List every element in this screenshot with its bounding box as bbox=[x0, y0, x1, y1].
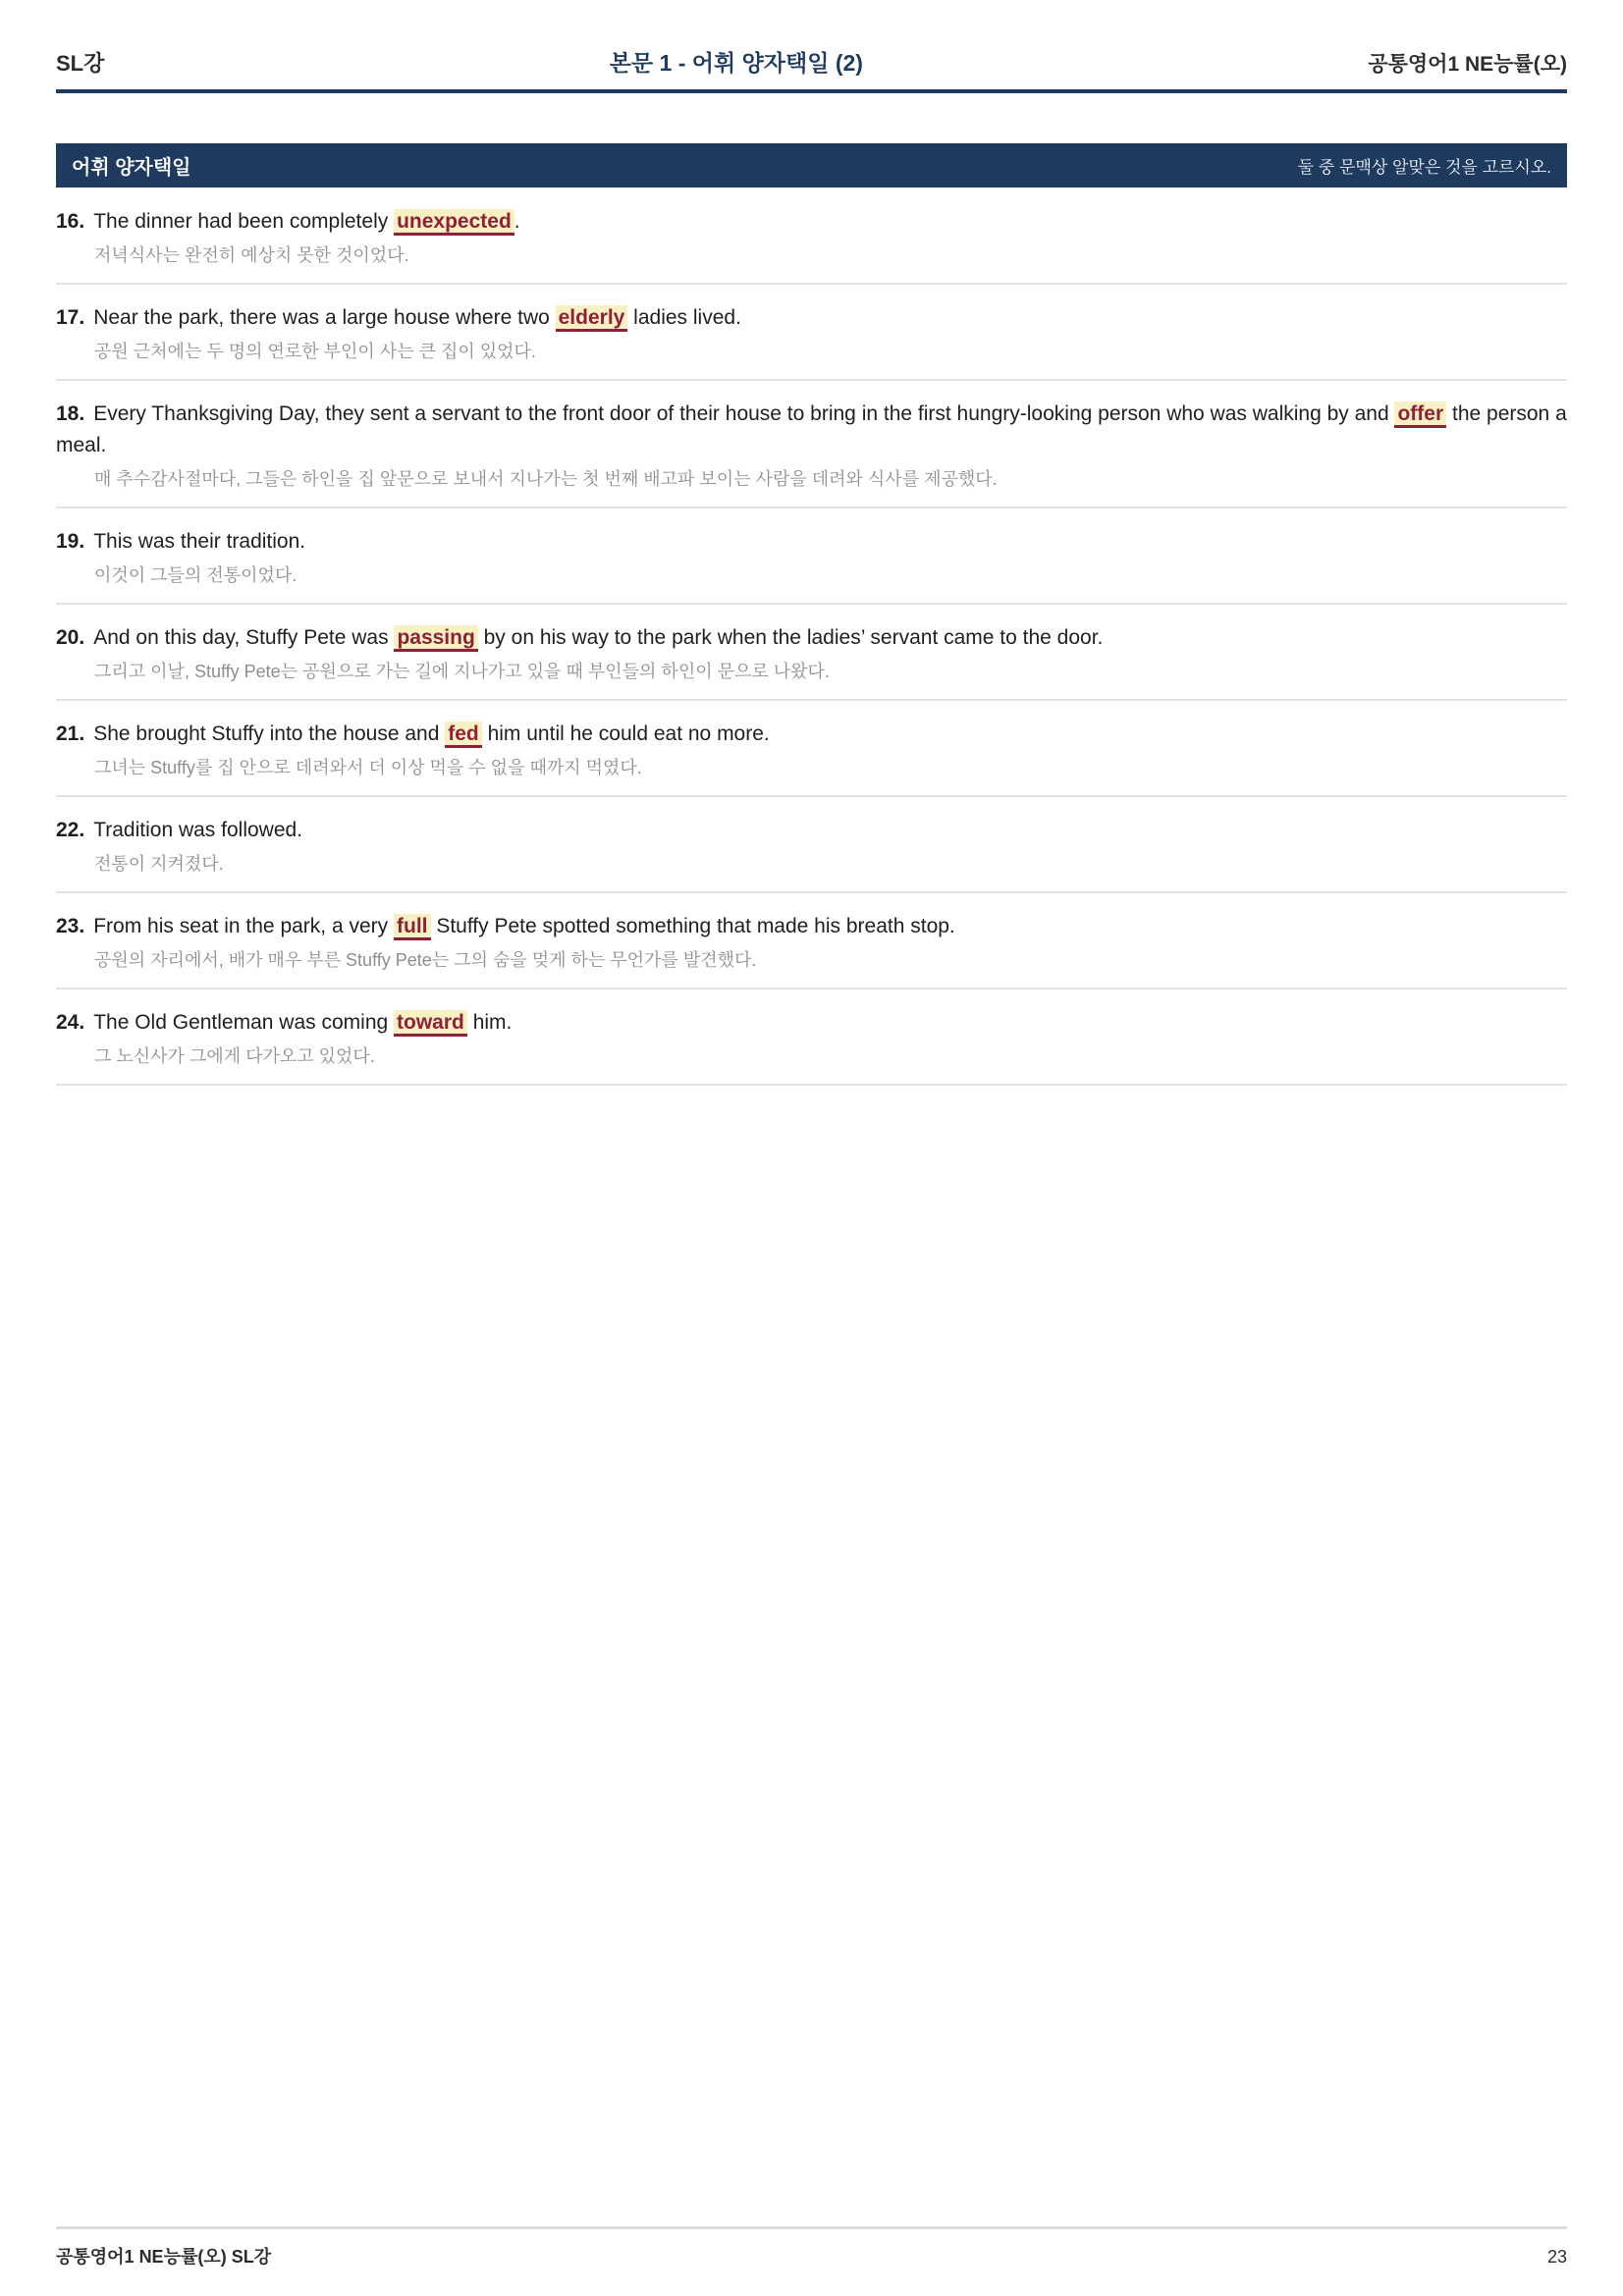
question-sentence bbox=[93, 625, 1103, 652]
question-item bbox=[56, 302, 1567, 381]
footer-book-label: 공통영어1 NE능률(오) SL강 bbox=[56, 2247, 272, 2267]
item-divider bbox=[56, 988, 1567, 989]
header-book-label: 공통영어1 NE능률(오) bbox=[1368, 53, 1567, 76]
question-english bbox=[56, 719, 1567, 750]
question-korean-translation: 그리고 이날, Stuffy Pete는 공원으로 가는 길에 지나가고 있을 때 부인들의 하인이 문으로 나왔다. bbox=[94, 662, 830, 681]
page-title: 본문 1 - 어휘 양자택일 (2) bbox=[609, 50, 863, 76]
item-divider bbox=[56, 795, 1567, 797]
question-item bbox=[56, 911, 1567, 989]
question-sentence bbox=[93, 819, 302, 841]
question-item bbox=[56, 206, 1567, 285]
question-sentence bbox=[93, 1010, 512, 1037]
question-korean-translation: 그녀는 Stuffy를 집 안으로 데려와서 더 이상 먹을 수 없을 때까지 먹였다. bbox=[94, 758, 642, 777]
question-sentence bbox=[93, 914, 955, 940]
sentence-text: Tradition was followed. bbox=[93, 819, 303, 841]
question-number: 21. bbox=[56, 722, 85, 745]
sentence-text: And on this day, Stuffy Pete was bbox=[93, 626, 395, 649]
question-item bbox=[56, 1007, 1567, 1086]
sentence-text: him. bbox=[466, 1011, 513, 1034]
question-korean-translation: 전통이 지켜졌다. bbox=[94, 854, 224, 874]
question-number: 24. bbox=[56, 1011, 85, 1034]
question-english bbox=[56, 399, 1567, 461]
question-english bbox=[56, 1007, 1567, 1039]
sentence-text: From his seat in the park, a very bbox=[93, 915, 394, 937]
sentence-text: Near the park, there was a large house where two bbox=[93, 306, 556, 329]
question-number: 17. bbox=[56, 306, 85, 329]
highlighted-word: offer bbox=[1394, 401, 1446, 428]
sentence-text: The Old Gentleman was coming bbox=[93, 1011, 395, 1034]
question-number: 19. bbox=[56, 530, 85, 553]
question-item bbox=[56, 622, 1567, 701]
highlighted-word: passing bbox=[394, 625, 477, 652]
sentence-text: . bbox=[514, 210, 520, 233]
question-sentence bbox=[56, 401, 1567, 456]
section-instruction: 둘 중 문맥상 알맞은 것을 고르시오. bbox=[1297, 158, 1551, 177]
footer-divider bbox=[56, 2226, 1567, 2229]
item-divider bbox=[56, 699, 1567, 701]
footer-page-number: 23 bbox=[1546, 2247, 1567, 2267]
sentence-text: ladies lived. bbox=[627, 306, 741, 329]
highlighted-word: full bbox=[394, 914, 431, 940]
sentence-text: the person a meal. bbox=[56, 402, 1567, 456]
highlighted-word: fed bbox=[445, 721, 482, 748]
header-course-label: SL강 bbox=[56, 51, 105, 76]
question-number: 16. bbox=[56, 210, 85, 233]
item-divider bbox=[56, 891, 1567, 893]
question-korean-translation: 공원의 자리에서, 배가 매우 부른 Stuffy Pete는 그의 숨을 멎게 하는 무언가를 발견했다. bbox=[94, 950, 757, 970]
section-title: 어휘 양자택일 bbox=[72, 157, 191, 179]
question-korean-translation: 그 노신사가 그에게 다가오고 있었다. bbox=[94, 1046, 375, 1066]
item-divider bbox=[56, 379, 1567, 381]
sentence-text: She brought Stuffy into the house and bbox=[93, 722, 446, 745]
question-number: 22. bbox=[56, 819, 85, 841]
question-korean-translation: 이것이 그들의 전통이었다. bbox=[94, 565, 298, 585]
question-sentence bbox=[93, 721, 770, 748]
highlighted-word: toward bbox=[394, 1010, 467, 1037]
sentence-text: This was their tradition. bbox=[93, 530, 306, 553]
question-item bbox=[56, 526, 1567, 605]
sentence-text: Every Thanksgiving Day, they sent a servant to the front door of their house to bring in the first hungry-looking person who was walking by and bbox=[93, 402, 1395, 425]
sentence-text: by on his way to the park when the ladies’ servant came to the door. bbox=[477, 626, 1104, 649]
question-korean-translation: 매 추수감사절마다, 그들은 하인을 집 앞문으로 보내서 지나가는 첫 번째 배고파 보이는 사람을 데려와 식사를 제공했다. bbox=[94, 469, 998, 489]
question-english bbox=[56, 815, 1567, 846]
highlighted-word: elderly bbox=[556, 305, 628, 332]
item-divider bbox=[56, 507, 1567, 508]
question-english bbox=[56, 206, 1567, 238]
sentence-text: The dinner had been completely bbox=[93, 210, 395, 233]
page-footer bbox=[56, 2226, 1567, 2269]
question-item bbox=[56, 399, 1567, 508]
question-item bbox=[56, 815, 1567, 893]
question-number: 23. bbox=[56, 915, 85, 937]
header-divider bbox=[56, 89, 1567, 93]
question-number: 20. bbox=[56, 626, 85, 649]
question-korean-translation: 공원 근처에는 두 명의 연로한 부인이 사는 큰 집이 있었다. bbox=[94, 342, 536, 361]
highlighted-word: unexpected bbox=[394, 209, 514, 236]
question-english bbox=[56, 302, 1567, 334]
item-divider bbox=[56, 283, 1567, 285]
question-sentence bbox=[93, 530, 305, 553]
question-sentence bbox=[93, 305, 741, 332]
question-korean-translation: 저녁식사는 완전히 예상치 못한 것이었다. bbox=[94, 245, 409, 265]
item-divider bbox=[56, 603, 1567, 605]
question-list bbox=[56, 206, 1567, 1086]
sentence-text: him until he could eat no more. bbox=[481, 722, 770, 745]
sentence-text: Stuffy Pete spotted something that made his breath stop. bbox=[430, 915, 955, 937]
item-divider bbox=[56, 1084, 1567, 1086]
question-english bbox=[56, 526, 1567, 558]
question-item bbox=[56, 719, 1567, 797]
page-header bbox=[56, 0, 1567, 78]
question-number: 18. bbox=[56, 402, 85, 425]
section-banner bbox=[56, 143, 1567, 187]
question-english bbox=[56, 622, 1567, 654]
question-sentence bbox=[93, 209, 519, 236]
question-english bbox=[56, 911, 1567, 942]
